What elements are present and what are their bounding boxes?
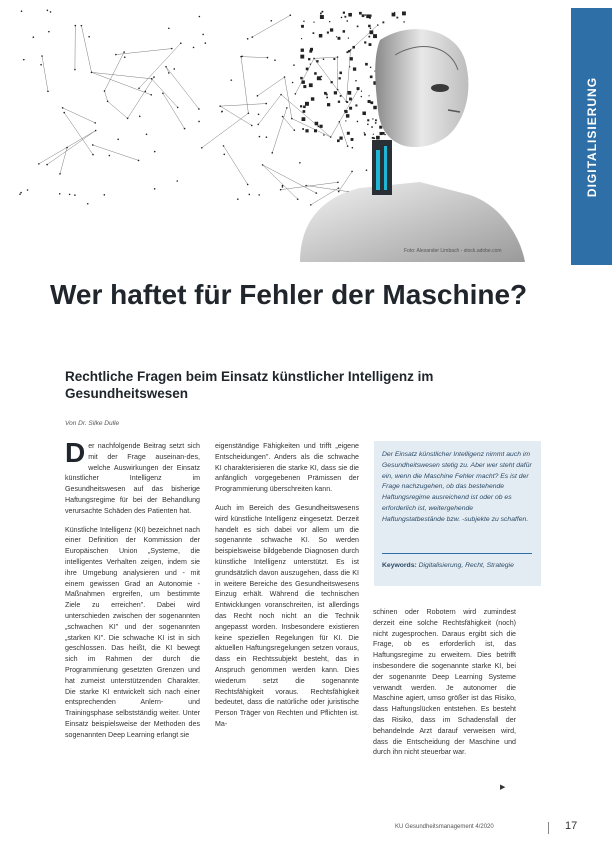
paragraph: schinen oder Robotern wird zumindest derzeit eine solche Rechtsfähigkeit (noch) nicht zugesprochen. Daraus ergibt sich die Frage, ob es erforderlich ist, das Haftungsregime zu erweitern. Dies betrifft insbesondere die sogenannte starke KI, bei der sogenannte Deep Learning Systeme verwandt werden. Je autonomer die Maschine agiert, umso größer ist das Risiko, dass Haftungslücken entstehen. Es besteht das Risiko, dass im Schadensfall der behandelnde Arzt darauf verweisen wird, dass die Entscheidung der Maschine und durch ihn nicht steuerbar war. xyxy=(373,608,516,757)
continue-arrow-icon: ▶ xyxy=(500,784,506,791)
abstract-divider xyxy=(382,553,532,554)
drop-cap: D xyxy=(65,437,86,468)
footer-divider xyxy=(548,822,549,834)
body-column-1 xyxy=(65,437,200,749)
fragment-particles xyxy=(19,10,413,210)
network-lines xyxy=(39,15,378,205)
keywords-list: Digitalisierung, Recht, Strategie xyxy=(418,562,514,569)
image-credit: Foto: Alexander Limbach - stock.adobe.com xyxy=(404,248,502,254)
abstract-text: Der Einsatz künstlicher Intelligenz nimmt auch im Gesundheitswesen stetig zu. Aber wer steht dafür ein, wenn die Maschine Fehler macht? Es ist der Frage nachzugehen, ob das bestehende Haftungsregime ausreichend ist oder ob es erforderlich ist, weitergehende Haftungstatbestände bzw. -subjekte zu schaffen. xyxy=(382,451,532,523)
footer-publication: KU Gesundheitsmanagement 4/2020 xyxy=(395,824,494,830)
paragraph: Auch im Bereich des Gesundheitswesens wird künstliche Intelligenz eingesetzt. Derzeit handelt es sich dabei vor allem um die sogenannte schwache KI. So werden beispielsweise bildgebende Diagnosen durch künstliche Intelligenz unterstützt. Es ist grundsätzlich davon auszugehen, dass die KI in weitere Bereiche des Gesundheitswesens Einzug erhält. Während die technischen Entwicklungen voranschreiten, ist allerdings das Recht noch nicht an die Technik angepasst worden. Insbesondere existieren keine speziellen Regelungen für KI. Die aktuellen Haftungsregelungen setzen voraus, dass ein Rechtssubjekt besteht, das in Anspruch genommen werden kann. Dies wiederum setzt die sogenannte Rechtsfähigkeit voraus. Rechtsfähigkeit bedeutet, dass die natürliche oder juristische Person Träger von Rechten und Pflichten ist. Ma- xyxy=(215,503,359,728)
page-number: 17 xyxy=(565,820,578,832)
keywords-label: Keywords: xyxy=(382,562,417,569)
hero-illustration xyxy=(0,0,560,262)
body-column-3 xyxy=(373,607,516,766)
body-column-2 xyxy=(215,441,359,738)
section-tab-label: DIGITALISIERUNG xyxy=(584,76,599,197)
section-tab xyxy=(571,8,612,265)
paragraph: eigenständige Fähigkeiten und trifft „eigene Entscheidungen". Anders als die schwache KI charakterisieren die starke KI, dass sie die anfänglich vorgegebenen Prämissen der Programmierung überschreiten kann. xyxy=(215,442,359,494)
author-line: Von Dr. Silke Dulle xyxy=(65,420,120,427)
robot-neck xyxy=(372,140,392,195)
article-subtitle: Rechtliche Fragen beim Einsatz künstlicher Intelligenz im Gesundheitswesen xyxy=(65,369,434,401)
paragraph xyxy=(65,437,200,517)
paragraph: Künstliche Intelligenz (KI) bezeichnet nach einer Definition der Kommission der Europäischen Union „Systeme, die intelligentes Verhalten zeigen, indem sie ihre Umgebung analysieren und - mit einem gewissen Grad an Autonomie - Maßnahmen ergreifen, um bestimmte Ziele zu erreichen". Dabei wird unterschieden zwischen der sogenannten „schwachen KI" und der sogenannten „starken KI". Die schwache KI ist in sich geschlossen. Das heißt, die KI bewegt sich im Rahmen der durch die Programmierung gesetzten Grenzen und hat zumeist unterstützenden Charakter. Die starke KI entwickelt sich nach einer entsprechenden Anlern- und Trainingsphase selbstständig weiter. Unter Einsatz beispielsweise der Methoden des sogenannten Deep Learning erlangt sie xyxy=(65,525,200,739)
article-title: Wer haftet für Fehler der Maschine? xyxy=(50,279,528,310)
keywords-line xyxy=(382,562,537,569)
ai-network-head-illustration xyxy=(0,0,560,262)
abstract-box xyxy=(374,441,541,586)
paragraph-text: er nachfolgende Beitrag setzt sich mit der Frage auseinan-des, welche Auswirkungen der Einsatz künstlicher Intelligenz im Gesundheitswesen auf das bisherige Haftungsregime für bei der Behandlung verursachte Schäden des Patienten hat. xyxy=(65,442,200,515)
